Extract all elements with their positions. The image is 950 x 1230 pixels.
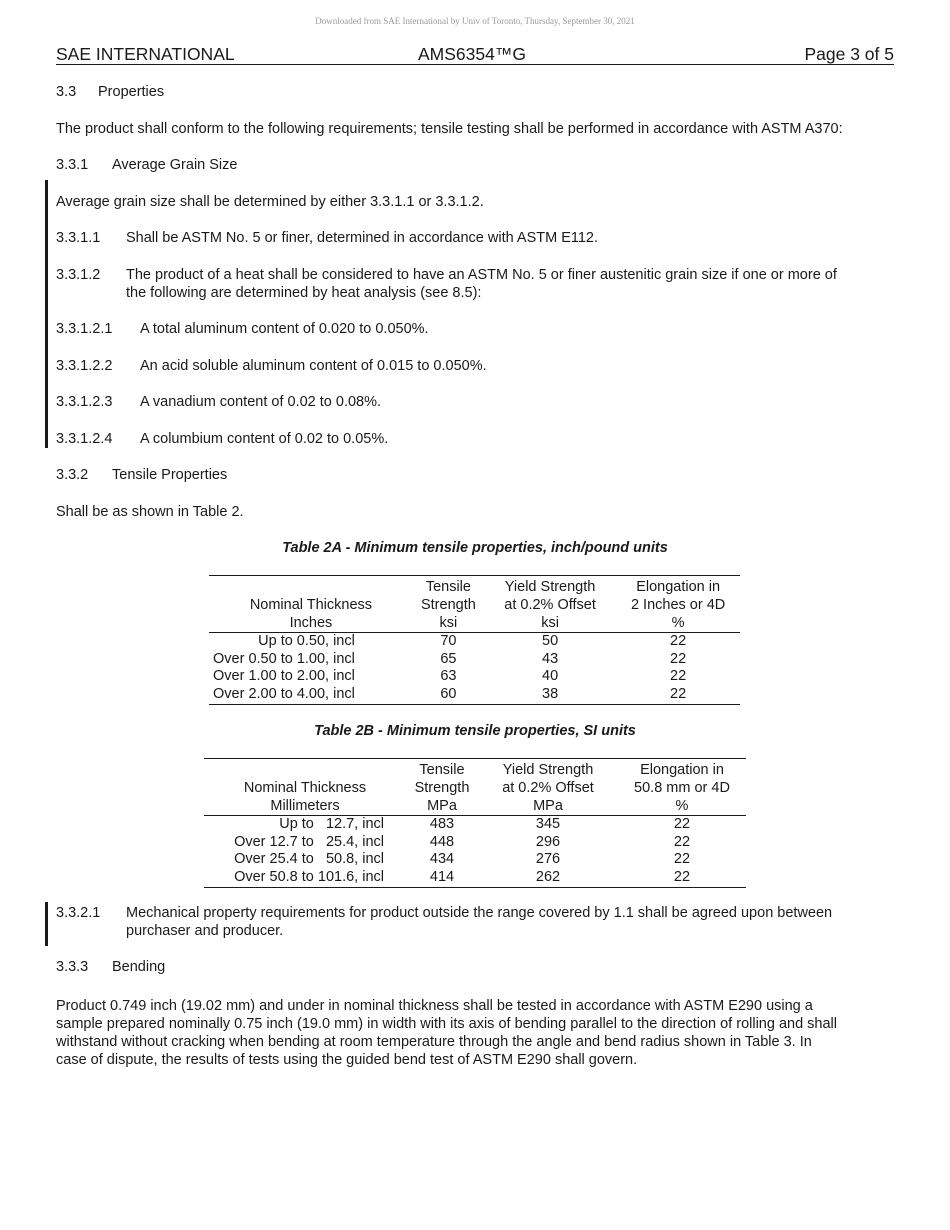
table-row [209,651,740,669]
header-line: Strength [414,780,470,796]
header-line: Millimeters [270,798,340,814]
header-line: % [675,798,689,814]
table-cell-elongation: 22 [673,851,691,868]
download-watermark: Downloaded from SAE International by Univ of Toronto, Thursday, September 30, 2021 [315,16,635,26]
header-line: at 0.2% Offset [504,597,596,613]
section-3-3-heading [56,83,76,101]
table-2a-caption: Table 2A - Minimum tensile properties, inch/pound units [282,540,668,556]
table-2b [204,758,746,888]
header-line: Yield Strength [502,762,594,778]
table-cell-thickness: Over 2.00 to 4.00, incl [209,686,413,704]
section-3-3-1-2-2-text: An acid soluble aluminum content of 0.015 to 0.050%. [140,358,487,374]
header-org: SAE INTERNATIONAL [56,44,235,64]
section-3-3-1-title: Average Grain Size [112,157,238,173]
table-row [204,834,746,852]
header-line: Nominal Thickness [249,597,373,613]
tensile-intro: Shall be as shown in Table 2. [56,504,244,520]
header-line [208,761,402,779]
table-cell-thickness: Over 0.50 to 1.00, incl [213,650,355,667]
header-line: ksi [541,615,559,631]
table-cell-tensile: 434 [429,851,455,868]
table-cell-thickness: Over 50.8 to 101.6, incl [204,869,406,887]
table-cell-tensile: 414 [406,869,478,887]
section-3-3-1-2-line2: the following are determined by heat analysis (see 8.5): [126,285,482,301]
table-2a [209,575,740,705]
table-cell-tensile: 448 [429,833,455,850]
table-2b-header-thickness [204,759,406,816]
section-3-3-1-2-2-number: 3.3.1.2.2 [56,358,113,374]
table-cell-tensile: 483 [429,816,455,832]
table-cell-elongation: 22 [670,633,687,649]
section-3-3-3-number: 3.3.3 [56,959,89,975]
table-2a-header-tensile [413,576,484,633]
table-cell-tensile: 63 [440,668,457,685]
table-2b-caption: Table 2B - Minimum tensile properties, SI units [314,723,636,739]
section-3-3-1-2-3-text: A vanadium content of 0.02 to 0.08%. [140,394,382,410]
table-cell-yield: 38 [484,686,616,704]
header-line: MPa [427,798,457,814]
section-3-3-2-1-line2: purchaser and producer. [126,923,284,939]
table-row [209,633,740,651]
section-3-3-1-1-text: Shall be ASTM No. 5 or finer, determined in accordance with ASTM E112. [126,230,599,246]
table-cell-thickness: Up to 12.7, incl [279,816,384,832]
header-line: 2 Inches or 4D [630,597,726,613]
header-line: Inches [289,615,333,631]
table-cell-yield: 345 [535,816,561,832]
table-row [209,668,740,686]
table-cell-tensile: 65 [440,650,457,667]
table-cell-elongation: 22 [616,686,740,704]
table-2a-header-elongation [616,576,740,633]
revision-change-bar-2 [45,902,48,946]
table-cell-elongation: 22 [673,816,691,832]
header-line [213,578,409,596]
section-3-3-1-2-1-text: A total aluminum content of 0.020 to 0.050%. [140,321,429,337]
table-cell-yield: 40 [542,668,559,685]
section-3-3-1-2-3-number: 3.3.1.2.3 [56,394,113,410]
properties-intro: The product shall conform to the following requirements; tensile testing shall be performed in accordance with ASTM A370: [56,121,843,137]
section-3-3-1-2-line1: The product of a heat shall be considered to have an ASTM No. 5 or finer austenitic grain size if one or more of [126,267,837,283]
table-row [204,816,746,834]
table-cell-thickness: Over 12.7 to 25.4, incl [234,833,384,850]
table-2a-header-thickness [209,576,413,633]
bending-line-3: withstand without cracking when bending at room temperature through the angle and bend radius shown in Table 3. In [56,1034,812,1050]
table-cell-yield: 262 [478,869,618,887]
table-cell-thickness: Over 25.4 to 50.8, incl [234,851,384,868]
table-row [204,869,746,887]
section-3-3-3-title: Bending [112,959,166,975]
section-3-3-1-2-4-text: A columbium content of 0.02 to 0.05%. [140,431,389,447]
bending-line-4: case of dispute, the results of tests using the guided bend test of ASTM E290 shall govern. [56,1052,638,1068]
header-line: Elongation in [640,762,724,778]
header-line: 50.8 mm or 4D [634,780,730,796]
section-3-3-1-2-number: 3.3.1.2 [56,267,101,283]
section-3-3-1-2-4-number: 3.3.1.2.4 [56,431,113,447]
table-2b-header-tensile [406,759,478,816]
header-line: ksi [439,615,458,631]
header-doc-number: AMS6354™G [418,44,526,64]
table-cell-elongation: 22 [670,650,687,667]
grain-size-intro: Average grain size shall be determined by either 3.3.1.1 or 3.3.1.2. [56,194,484,210]
section-3-3-2-number: 3.3.2 [56,467,89,483]
table-cell-yield: 43 [542,650,559,667]
header-line: MPa [533,798,563,814]
section-3-3-1-number: 3.3.1 [56,157,89,173]
table-cell-yield: 50 [542,633,559,649]
table-cell-yield: 276 [535,851,561,868]
table-2b-header-elongation [618,759,746,816]
header-line: Yield Strength [504,579,596,595]
header-line: Nominal Thickness [243,780,367,796]
table-2a-header-yield [484,576,616,633]
section-3-3-title: Properties [98,84,165,100]
table-2b-header-yield [478,759,618,816]
header-line: Tensile [419,762,465,778]
section-3-3-2-1-line1: Mechanical property requirements for product outside the range covered by 1.1 shall be agreed upon between [126,905,833,921]
table-row [204,851,746,869]
table-cell-thickness: Over 1.00 to 2.00, incl [213,668,355,685]
page-header [56,44,894,65]
bending-line-1: Product 0.749 inch (19.02 mm) and under in nominal thickness shall be tested in accordance with ASTM E290 using a [56,998,813,1014]
table-cell-tensile: 70 [440,633,457,649]
header-page-number: Page 3 of 5 [804,44,894,64]
section-3-3-1-1-number: 3.3.1.1 [56,230,101,246]
table-cell-elongation: 22 [673,833,691,850]
table-cell-yield: 296 [535,833,561,850]
section-3-3-2-title: Tensile Properties [112,467,228,483]
table-cell-elongation: 22 [618,869,746,887]
revision-change-bar [45,180,48,448]
table-cell-elongation: 22 [670,668,687,685]
header-line: at 0.2% Offset [502,780,594,796]
bending-line-2: sample prepared nominally 0.75 inch (19.0 mm) in width with its axis of bending parallel to the direction of rolling and shall [56,1016,837,1032]
table-cell-tensile: 60 [413,686,484,704]
table-row [209,686,740,704]
header-line: Elongation in [636,579,721,595]
section-3-3-1-2-1-number: 3.3.1.2.1 [56,321,113,337]
header-line: Tensile [425,579,471,595]
header-line: % [671,615,685,631]
table-cell-thickness: Up to 0.50, incl [258,633,355,649]
section-number: 3.3 [56,84,77,100]
header-line: Strength [420,597,476,613]
section-3-3-2-1-number: 3.3.2.1 [56,905,101,921]
